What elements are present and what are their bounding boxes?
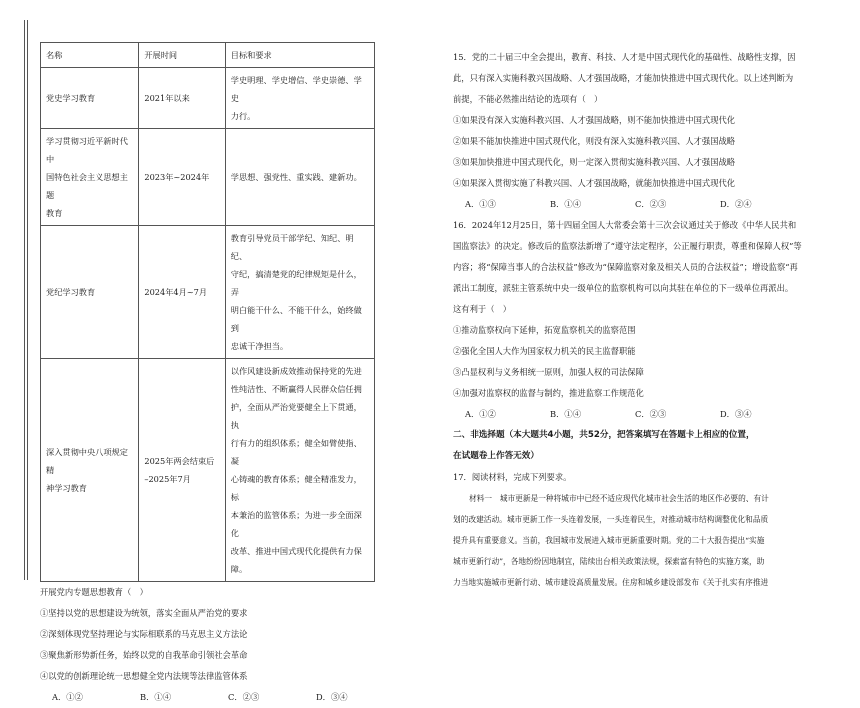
cell-time: 2024年4月~7月	[139, 226, 225, 359]
table-row	[41, 129, 375, 226]
option: ①坚持以党的思想建设为统领，落实全面从严治党的要求	[40, 608, 248, 618]
question-15	[453, 47, 828, 215]
right-column	[453, 47, 828, 593]
cell-name: 深入贯彻中央八项规定精 神学习教育	[41, 359, 139, 582]
option: ③聚焦新形势新任务，始终以党的自我革命引领社会革命	[40, 650, 248, 660]
choice-c: C．②③	[635, 409, 667, 419]
choice-b: B．①④	[550, 199, 581, 209]
question-stem: 这有利于（ ）	[453, 304, 512, 314]
option: ②如果不能加快推进中国式现代化，则没有深入实施科教兴国、人才强国战略	[453, 136, 736, 146]
cell-goal: 学史明理、学史增信、学史崇德、学史 力行。	[225, 68, 374, 129]
section-heading: 二、非选择题（本大题共4小题，共52分，把答案填写在答题卡上相应的位置， 在试题卷上作答无效）	[453, 430, 755, 461]
question-stem: 内容；将“保障当事人的合法权益”修改为“保障监察对象及相关人员的合法权益”；增设监察“再	[453, 262, 798, 272]
cell-time: 2023年~2024年	[139, 129, 225, 226]
question-stem: 前提，不能必然推出结论的选项有（ ）	[453, 94, 603, 104]
option: ③如果加快推进中国式现代化，则一定深入贯彻实施科教兴国、人才强国战略	[453, 157, 736, 167]
header-time: 开展时间	[139, 43, 225, 68]
choice-b: B．①④	[140, 692, 171, 702]
option: ②强化全国人大作为国家权力机关的民主监督职能	[453, 346, 636, 356]
cell-goal: 教育引导党员干部学纪、知纪、明纪、 守纪，搞清楚党的纪律规矩是什么，弄 明白能干什么、不能干什么，始终做到 忠诚干净担当。	[225, 226, 374, 359]
option: ②深刻体现党坚持理论与实际相联系的马克思主义方法论	[40, 629, 248, 639]
question-16	[453, 215, 828, 425]
cell-goal: 学思想、强党性、重实践、建新功。	[225, 129, 374, 226]
question-stem: 15．党的二十届三中全会提出，教育、科技、人才是中国式现代化的基础性、战略性支撑，因	[453, 52, 796, 62]
material-line: 提升具有重要意义。当前，我国城市发展进入城市更新重要时期。党的二十大报告提出“实施	[453, 536, 765, 545]
question-14	[40, 582, 420, 708]
education-table	[40, 42, 375, 582]
cell-time: 2021年以来	[139, 68, 225, 129]
option: ④以党的创新理论统一思想健全党内法规等法律监管体系	[40, 671, 248, 681]
table-row	[41, 359, 375, 582]
cell-time: 2025年两会结束后 –2025年7月	[139, 359, 225, 582]
choice-a: A．①②	[465, 409, 496, 419]
answer-choices	[40, 687, 420, 708]
option: ①如果没有深入实施科教兴国、人才强国战略，则不能加快推进中国式现代化	[453, 115, 736, 125]
cell-name: 党史学习教育	[41, 68, 139, 129]
choice-c: C．②③	[228, 692, 260, 702]
table-row	[41, 68, 375, 129]
material-line: 材料一 城市更新是一种将城市中已经不适应现代化城市社会生活的地区作必要的、有计	[469, 494, 769, 503]
left-column	[40, 42, 420, 708]
table-header-row	[41, 43, 375, 68]
binding-margin-line	[24, 20, 32, 580]
option: ①推动监察权向下延伸，拓宽监察机关的监察范围	[453, 325, 636, 335]
option: ④如果深入贯彻实施了科教兴国、人才强国战略，就能加快推进中国式现代化	[453, 178, 736, 188]
table-row	[41, 226, 375, 359]
material-line: 划的改建活动。城市更新工作一头连着发展，一头连着民生，对推动城市结构调整优化和品质	[453, 515, 769, 524]
header-goal: 目标和要求	[225, 43, 374, 68]
choice-d: D．③④	[316, 692, 348, 702]
material-line: 城市更新行动”，各地纷纷因地制宜，陆续出台相关政策法规，探索富有特色的实施方案，助	[453, 557, 765, 566]
question-17	[453, 467, 828, 593]
material-line: 力当地实施城市更新行动、城市建设高质量发展。住房和城乡建设部发布《关于扎实有序推进	[453, 578, 769, 587]
choice-d: D．②④	[720, 199, 752, 209]
question-stem: 国监察法》的决定。修改后的监察法新增了“遵守法定程序，公正履行职责，尊重和保障人权”等	[453, 241, 802, 251]
choice-a: A．①②	[52, 692, 83, 702]
answer-choices	[453, 404, 828, 425]
question-stem: 16．2024年12月25日，第十四届全国人大常委会第十三次会议通过关于修改《中华人民共和	[453, 220, 797, 230]
question-stem: 此，只有深入实施科教兴国战略、人才强国战略，才能加快推进中国式现代化。以上述判断为	[453, 73, 794, 83]
option: ④加强对监察权的监督与制约，推进监察工作规范化	[453, 388, 644, 398]
question-stem: 派出工制度，派驻主管系统中央一级单位的监察机构可以向其驻在单位的下一级单位再派出。	[453, 283, 794, 293]
answer-choices	[453, 194, 828, 215]
question-stem: 17．阅读材料，完成下列要求。	[453, 472, 572, 482]
cell-name: 党纪学习教育	[41, 226, 139, 359]
choice-c: C．②③	[635, 199, 667, 209]
choice-a: A．①③	[465, 199, 496, 209]
cell-name: 学习贯彻习近平新时代中 国特色社会主义思想主题 教育	[41, 129, 139, 226]
question-stem: 开展党内专题思想教育（ ）	[40, 587, 148, 597]
option: ③凸显权利与义务相统一原则，加强人权的司法保障	[453, 367, 644, 377]
header-name: 名称	[41, 43, 139, 68]
choice-b: B．①④	[550, 409, 581, 419]
choice-d: D．③④	[720, 409, 752, 419]
cell-goal: 以作风建设新成效推动保持党的先进 性纯洁性、不断赢得人民群众信任拥 护，全面从严治党要健全上下贯通，执 行有力的组织体系；健全如臂使指、凝 心铸魂的教育体系；健全精准发力，标 本兼治的监管体系；为进一步全面深化 改革、推进中国式现代化提供有力保 障。	[225, 359, 374, 582]
